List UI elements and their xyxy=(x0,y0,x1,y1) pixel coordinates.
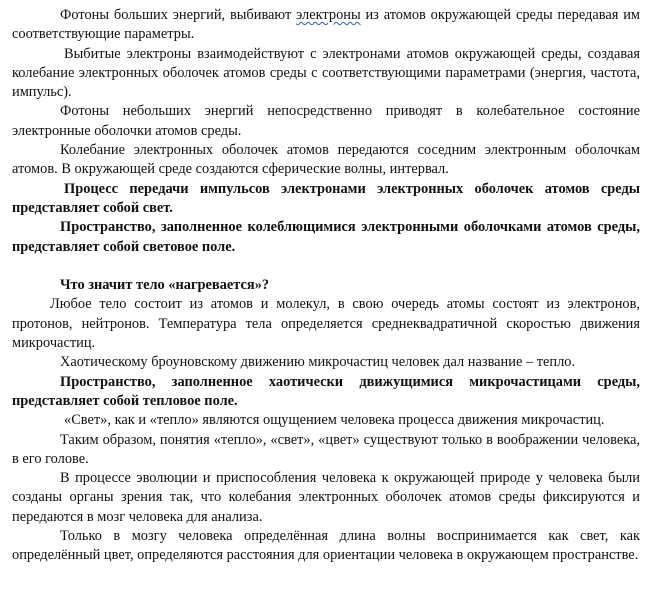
paragraph-2: Выбитые электроны взаимодействуют с электронами атомов окружающей среды, создавая колебание электронных оболочек атомов среды с соответствующими параметрами (энергия, частота, импульс). xyxy=(12,45,640,101)
paragraph-7: Любое тело состоит из атомов и молекул, в свою очередь атомы состоят из электронов, протонов, нейтронов. Температура тела определяется среднеквадратичной скоростью движения микрочастиц. xyxy=(12,296,640,352)
paragraph-8: Хаотическому броуновскому движению микрочастиц человек дал название – тепло. xyxy=(60,354,576,371)
paragraph-13: Только в мозгу человека определённая длина волны воспринимается как свет, как определённый цвет, определяются расстояния для ориентации человека в окружающем пространстве. xyxy=(12,528,640,564)
section-heading: Что значит тело «нагревается»? xyxy=(60,277,270,294)
paragraph-1-text-end: из атомов окружающей среды передавая им соответствующие параметры. xyxy=(12,7,640,43)
paragraph-9-bold: Пространство, заполненное хаотически движущимися микрочастицами среды, представляет собой тепловое поле. xyxy=(12,373,640,409)
paragraph-5-bold: Процесс передачи импульсов электронами электронных оболочек атомов среды представляет собой свет. xyxy=(12,180,640,216)
paragraph-6-bold: Пространство, заполненное колеблющимися электронными оболочками атомов среды, представляет собой световое поле. xyxy=(12,219,640,255)
blank-line xyxy=(12,257,640,276)
paragraph-11: Таким образом, понятия «тепло», «свет», «цвет» существуют только в воображении человека, в его голове. xyxy=(12,431,640,467)
paragraph-3: Фотоны небольших энергий непосредственно приводят в колебательное состояние электронные оболочки атомов среды. xyxy=(12,103,640,139)
paragraph-1 xyxy=(12,6,640,45)
paragraph-10: «Свет», как и «тепло» являются ощущением человека процесса движения микрочастиц. xyxy=(64,412,605,429)
spellcheck-marked-word: электроны xyxy=(296,7,361,23)
document-page xyxy=(12,6,640,566)
paragraph-12: В процессе эволюции и приспособления человека к окружающей природе у человека были созданы органы зрения так, что колебания электронных оболочек атомов среды фиксируются и передаются в мозг человека для анализа. xyxy=(12,470,640,525)
paragraph-4: Колебание электронных оболочек атомов передаются соседним электронным оболочкам атомов. В окружающей среде создаются сферические волны, интервал. xyxy=(12,142,640,178)
paragraph-1-text-start: Фотоны больших энергий, выбивают xyxy=(60,7,297,23)
